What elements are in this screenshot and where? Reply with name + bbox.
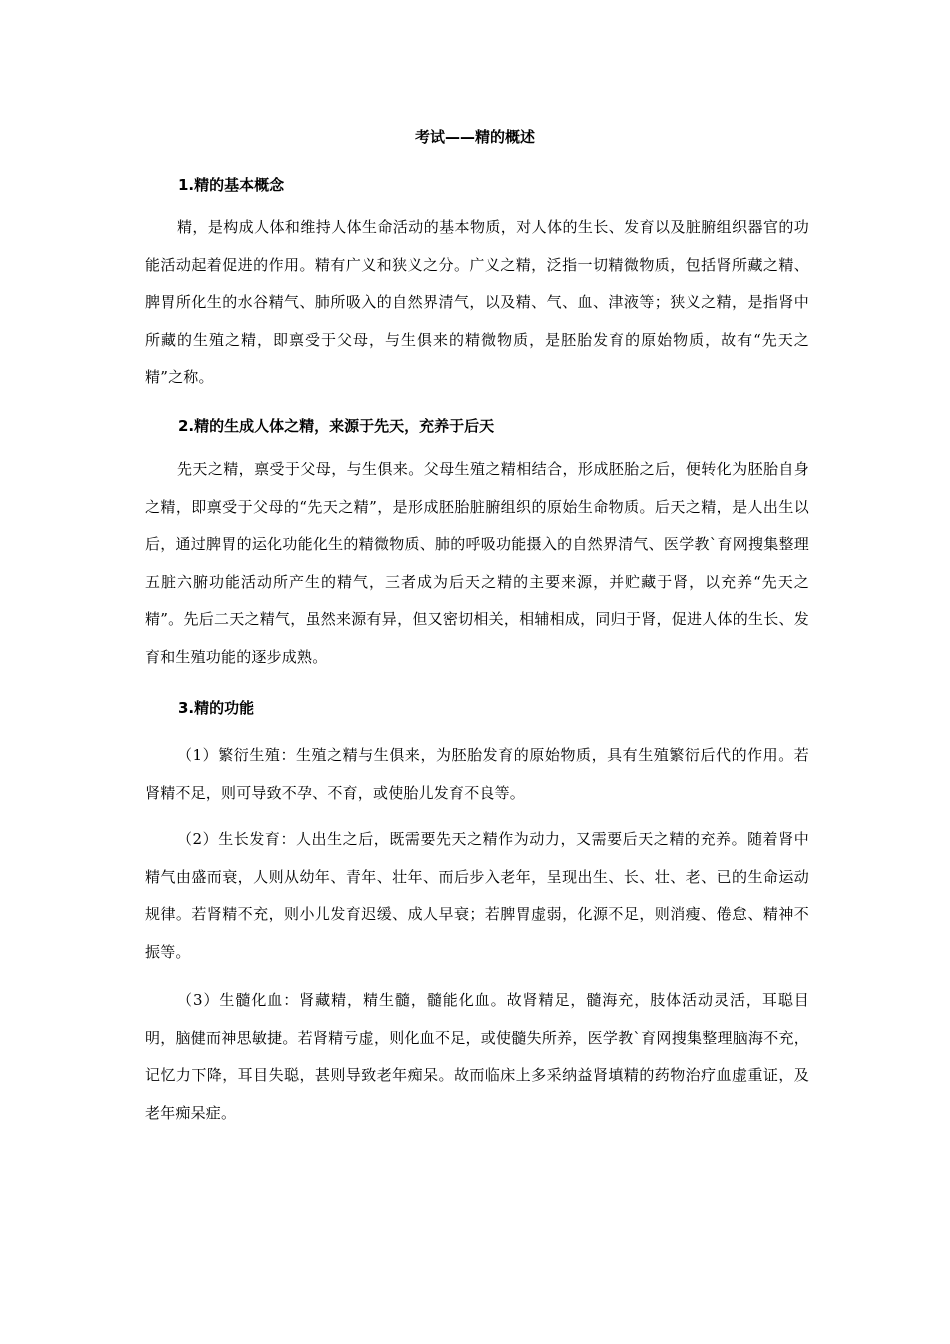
- paragraph-generation: 先天之精，禀受于父母，与生俱来。父母生殖之精相结合，形成胚胎之后，便转化为胚胎自身之精，即禀受于父母的“先天之精”，是形成胚胎脏腑组织的原始生命物质。后天之精，是人出生以后，通过脾胃的运化功能化生的精微物质、肺的呼吸功能摄入的自然界清气、医学教`育网搜集整理五脏六腑功能活动所产生的精气，三者成为后天之精的主要来源，并贮藏于肾，以充养“先天之精”。先后二天之精气，虽然来源有异，但又密切相关，相辅相成，同归于肾，促进人体的生长、发育和生殖功能的逐步成熟。: [145, 460, 809, 666]
- section-heading-basic-concept: 1.精的基本概念: [178, 176, 285, 194]
- paragraph-function-marrow-blood: （3）生髓化血：肾藏精，精生髓，髓能化血。故肾精足，髓海充，肢体活动灵活，耳聪目明，脑健而神思敏捷。若肾精亏虚，则化血不足，或使髓失所养，医学教`育网搜集整理脑海不充，记忆力下降，耳目失聪，甚则导致老年痴呆。故而临床上多采纳益肾填精的药物治疗血虚重证，及老年痴呆症。: [145, 991, 809, 1122]
- section-heading-generation: 2.精的生成人体之精，来源于先天，充养于后天: [178, 417, 495, 435]
- section-heading-function: 3.精的功能: [178, 699, 255, 717]
- paragraph-function-growth: （2）生长发育：人出生之后，既需要先天之精作为动力，又需要后天之精的充养。随着肾中精气由盛而衰，人则从幼年、青年、壮年、而后步入老年，呈现出生、长、壮、老、已的生命运动规律。若肾精不充，则小儿发育迟缓、成人早衰；若脾胃虚弱，化源不足，则消瘦、倦怠、精神不振等。: [145, 830, 809, 961]
- paragraph-function-reproduction: （1）繁衍生殖：生殖之精与生俱来，为胚胎发育的原始物质，具有生殖繁衍后代的作用。若肾精不足，则可导致不孕、不育，或使胎儿发育不良等。: [145, 746, 809, 802]
- document-title: 考试——精的概述: [414, 128, 535, 146]
- paragraph-basic-concept: 精，是构成人体和维持人体生命活动的基本物质，对人体的生长、发育以及脏腑组织器官的功能活动起着促进的作用。精有广义和狭义之分。广义之精，泛指一切精微物质，包括肾所藏之精、脾胃所化生的水谷精气、肺所吸入的自然界清气，以及精、气、血、津液等；狭义之精，是指肾中所藏的生殖之精，即禀受于父母，与生俱来的精微物质，是胚胎发育的原始物质，故有“先天之精”之称。: [145, 218, 809, 386]
